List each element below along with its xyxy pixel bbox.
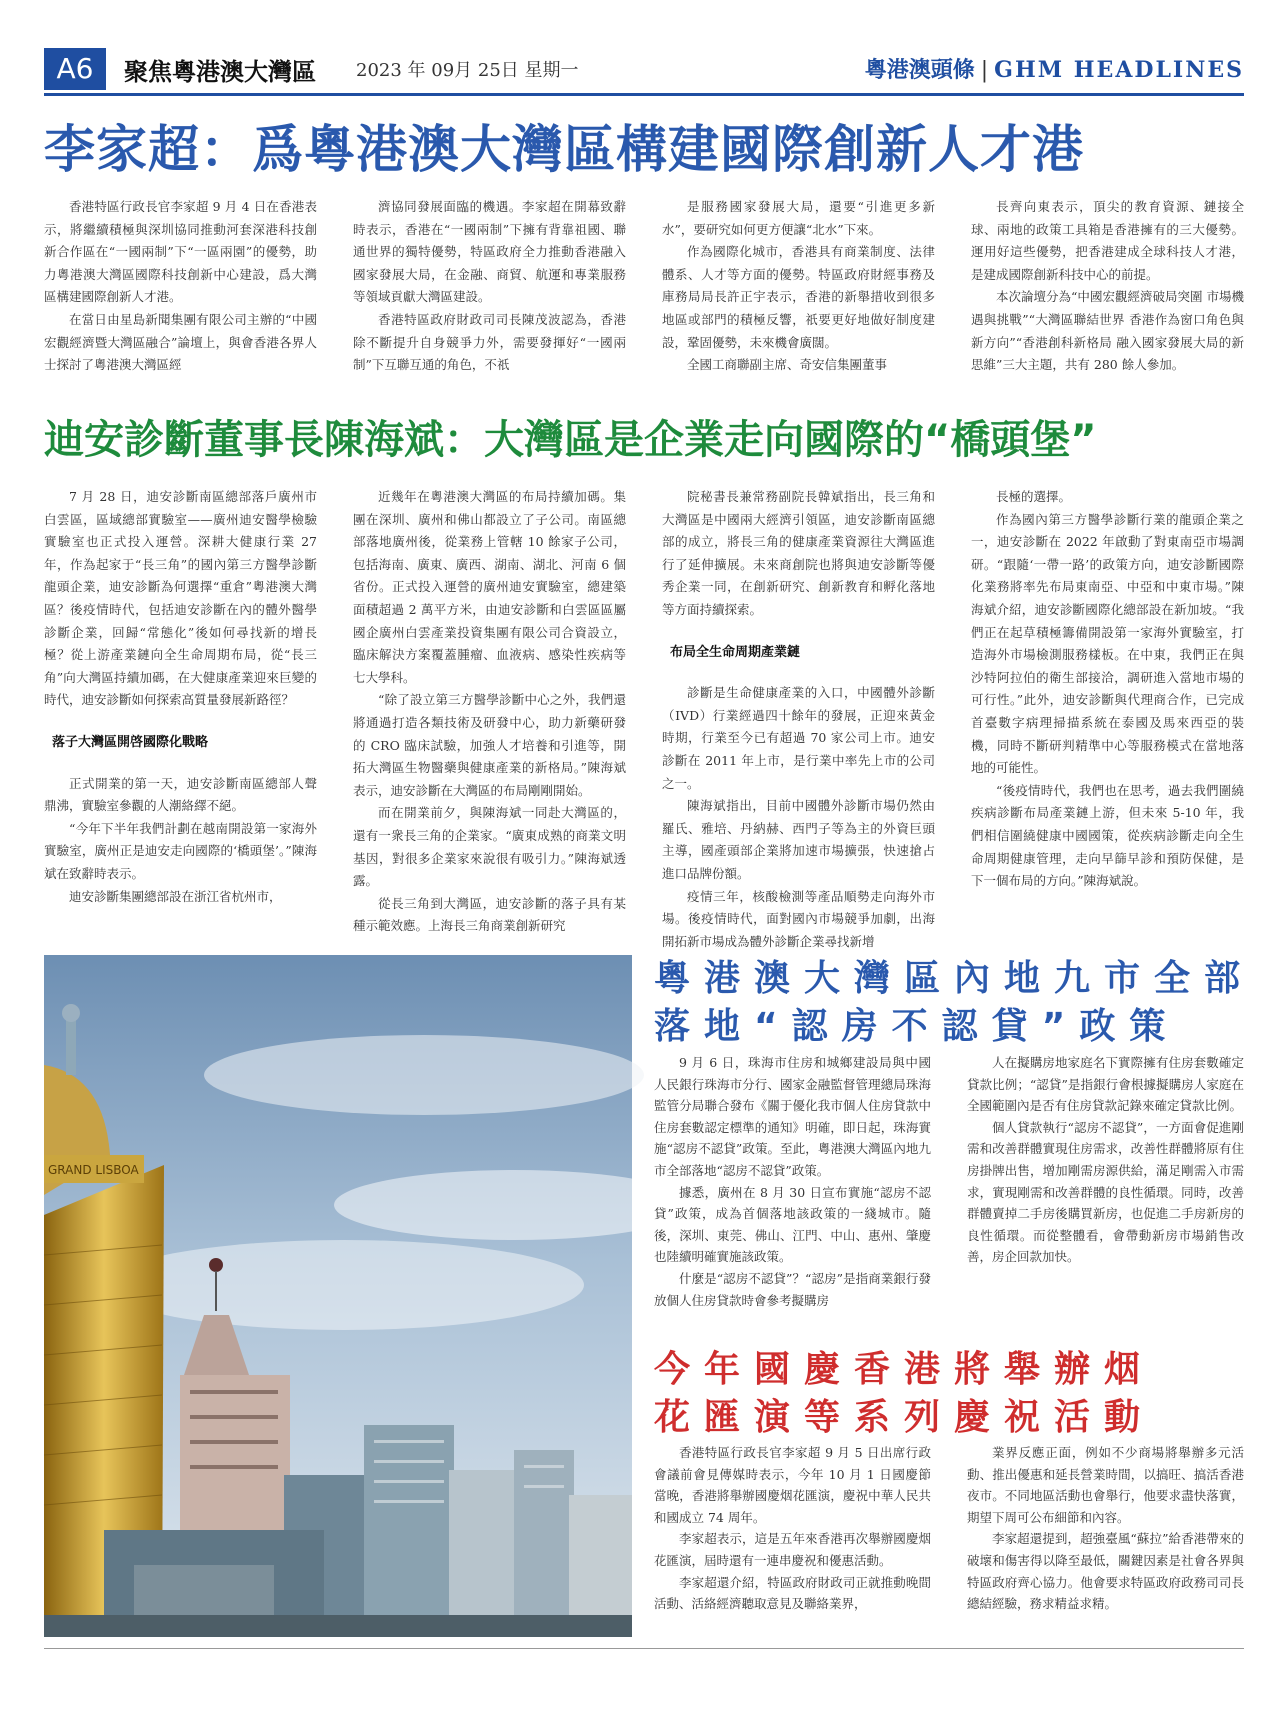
paragraph: 疫情三年，核酸檢測等產品順勢走向海外市場。後疫情時代，面對國內市場競爭加劇，出海開拓新市場成為體外診斷企業尋找新增	[662, 888, 935, 949]
paragraph: 香港特區政府財政司司長陳茂波認為，香港除不斷提升自身競爭力外，需要發揮好“一國兩制”下互聯互通的角色，不祇	[353, 311, 626, 373]
article1-col-3	[662, 196, 935, 392]
paragraph: 近幾年在粵港澳大灣區的布局持續加碼。集團在深圳、廣州和佛山都設立了子公司。南區總部落地廣州後，從業務上管轄 10 餘家子公司，包括海南、廣東、廣西、湖南、湖北、河南 6 個省份。正式投入運營的廣州迪安實驗室，總建築面積超過 2 萬平方米，由迪安診斷和白雲區區屬國企廣州白雲產業投資集團有限公司合資設立，臨床解決方案覆蓋腫瘤、血液病、感染性疾病等七大學科。	[353, 489, 626, 685]
article4-headline-line2: 花匯演等系列慶祝活動	[654, 1397, 1155, 1438]
paragraph: 正式開業的第一天，迪安診斷南區總部人聲鼎沸，實驗室參觀的人潮絡繹不絕。	[44, 775, 317, 814]
article3-col-2	[967, 1052, 1244, 1310]
paragraph: 全國工商聯副主席、奇安信集團董事	[687, 357, 888, 373]
article2-col-4	[971, 486, 1244, 938]
paragraph: 從長三角到大灣區，迪安診斷的落子具有某種示範效應。上海長三角商業創新研究	[353, 895, 626, 934]
article2-col3-bottom	[662, 682, 935, 953]
article2-col-1	[44, 486, 317, 938]
article3-col-1	[654, 1052, 931, 1310]
macau-skyline-photo	[44, 955, 632, 1637]
paragraph: “後疫情時代，我們也在思考，過去我們圍繞疾病診斷布局產業鏈上游，但未來 5-10 年，我們相信圍繞健康中國國策，從疾病診斷走向全生命周期健康管理，走向早篩早診和預防保健，是下一個布局的方向。”陳海斌說。	[971, 782, 1244, 889]
paragraph: 香港特區行政長官李家超 9 月 4 日在香港表示，將繼續積極與深圳協同推動河套深港科技創新合作區在“一國兩制”下“一區兩園”的優勢，助力粵港澳大灣區國際科技創新中心建設，爲大灣區構建國際創新人才港。	[44, 199, 317, 305]
paragraph: 什麼是“認房不認貸”？“認房”是指商業銀行發放個人住房貸款時會參考擬購房	[654, 1270, 931, 1308]
header-rule	[44, 93, 1244, 96]
issue-date: 2023 年 09月 25日 星期一	[356, 60, 579, 81]
article4-col-2	[967, 1442, 1244, 1636]
paragraph: “除了設立第三方醫學診斷中心之外，我們還將通過打造各類技術及研發中心，助力新藥研發的 CRO 臨床試驗，加強人才培養和引進等，開拓大灣區生物醫藥與健康產業的新格局。”陳海斌表示，迪安診斷在大灣區的布局剛剛開始。	[353, 692, 626, 798]
macau-skyline-illustration	[44, 955, 632, 1637]
article2-col-3	[662, 486, 935, 949]
brand-separator: |	[980, 58, 989, 83]
paragraph: 長齊向東表示，頂尖的教育資源、鏈接全球、兩地的政策工具箱是香港擁有的三大優勢。運用好這些優勢，把香港建成全球科技人才港，是建成國際創新科技中心的前提。	[971, 199, 1244, 282]
footer-rule	[44, 1648, 1244, 1649]
article2-col1-bottom	[44, 773, 317, 909]
article2-headline: 迪安診斷董事長陳海斌：大灣區是企業走向國際的“橋頭堡”	[44, 417, 1097, 463]
paragraph: 據悉，廣州在 8 月 30 日宣布實施“認房不認貸”政策，成為首個落地該政策的一綫城市。隨後，深圳、東莞、佛山、江門、中山、惠州、肇慶也陸續明確實施該政策。	[654, 1184, 931, 1265]
paragraph: 個人貸款執行“認房不認貸”，一方面會促進剛需和改善群體實現住房需求，改善性群體將原有住房掛牌出售，增加剛需房源供給，滿足剛需入市需求，實現剛需和改善群體的良性循環。同時，改善群體賣掉二手房後購買新房，也促進二手房新房的良性循環。而從整體看，會帶動新房市場銷售改善，房企回款加快。	[967, 1119, 1244, 1265]
paragraph: 業界反應正面，例如不少商場將舉辦多元活動、推出優惠和延長營業時間，以搞旺、搞活香港夜市。不同地區活動也會舉行，他要求盡快落實，期望下周可公布細節和內容。	[967, 1445, 1244, 1525]
article4-body	[654, 1442, 1244, 1636]
brand-en: GHM HEADLINES	[994, 57, 1244, 83]
article1-body	[44, 196, 1244, 392]
page-number-badge: A6	[44, 48, 106, 90]
paragraph: 診斷是生命健康產業的入口，中國體外診斷（IVD）行業經過四十餘年的發展，正迎來黃金時期，行業至今已有超過 70 家公司上市。迪安診斷在 2011 年上市，是行業中率先上市的公司之一。	[662, 685, 935, 791]
article3-headline-line1: 粵港澳大灣區內地九市全部	[654, 958, 1255, 999]
paragraph: 香港特區行政長官李家超 9 月 5 日出席行政會議前會見傳媒時表示，今年 10 月 1 日國慶節當晚，香港將舉辦國慶烟花匯演，慶祝中華人民共和國成立 74 周年。	[654, 1445, 931, 1525]
article2-subheading-1: 落子大灣區開啓國際化戰略	[52, 734, 209, 750]
paragraph: 迪安診斷集團總部設在浙江省杭州市，	[69, 888, 282, 904]
masthead-brand	[865, 53, 1244, 84]
paragraph: 濟協同發展面臨的機遇。李家超在開幕致辭時表示，香港在“一國兩制”下擁有背靠祖國、聯通世界的獨特優勢，特區政府全力推動香港融入國家發展大局，在金融、商貿、航運和專業服務等領域貢獻大灣區建設。	[353, 199, 626, 305]
section-title: 聚焦粵港澳大灣區	[124, 58, 316, 86]
paragraph: 李家超表示，這是五年來香港再次舉辦國慶烟花匯演，屆時還有一連串慶祝和優惠活動。	[654, 1531, 931, 1568]
article2-col3-top	[662, 486, 935, 622]
article4-col-1	[654, 1442, 931, 1636]
paragraph: 是服務國家發展大局，還要“引進更多新水”，要研究如何更方便讓“北水”下來。	[662, 199, 935, 237]
article2-col-2	[353, 486, 626, 938]
article1-headline: 李家超：爲粵港澳大灣區構建國際創新人才港	[44, 121, 1085, 180]
article4-headline-line1: 今年國慶香港將舉辦烟	[654, 1349, 1155, 1390]
paragraph: 7 月 28 日，迪安診斷南區總部落戶廣州市白雲區，區域總部實驗室——廣州迪安醫學檢驗實驗室也正式投入運營。深耕大健康行業 27 年，作為起家于“長三角”的國內第三方醫學診斷龍頭企業，迪安診斷為何選擇“重倉”粵港澳大灣區？後疫情時代，包括迪安診斷在內的體外醫學診斷企業，回歸“常態化”後如何尋找新的增長極？從上游產業鏈向全生命周期布局，從“長三角”向大灣區持續加碼，在大健康產業迎來巨變的時代，迪安診斷如何探索高質量發展新路徑？	[44, 489, 317, 708]
article2-subheading-2: 布局全生命周期產業鏈	[670, 644, 801, 660]
article3-headline	[654, 955, 1255, 1051]
paragraph: 李家超還介紹，特區政府財政司正就推動晚間活動、活絡經濟聽取意見及聯絡業界，	[654, 1574, 931, 1612]
paragraph: “今年下半年我們計劃在越南開設第一家海外實驗室，廣州正是迪安走向國際的‘橋頭堡’。”陳海斌在致辭時表示。	[44, 820, 317, 881]
paragraph: 李家超還提到，超強臺風“蘇拉”給香港帶來的破壞和傷害得以降至最低，關鍵因素是社會各界與特區政府齊心協力。他會要求特區政府政務司司長總結經驗，務求精益求精。	[967, 1531, 1244, 1612]
paragraph: 本次論壇分為“中國宏觀經濟破局突圍 市場機遇與挑戰”“大灣區聯結世界 香港作為窗口角色與新方向”“香港創科新格局 融入國家發展大局的新思維”三大主題，共有 280 餘人參加。	[971, 289, 1244, 373]
article3-headline-line2: 落地“認房不認貸”政策	[654, 1006, 1180, 1047]
paragraph: 在當日由星島新聞集團有限公司主辦的“中國宏觀經濟暨大灣區融合”論壇上，與會香港各界人士探討了粵港澳大灣區經	[44, 311, 317, 373]
paragraph: 作為國內第三方醫學診斷行業的龍頭企業之一，迪安診斷在 2022 年啟動了對東南亞市場調研。“跟隨‘一帶一路’的政策方向，迪安診斷國際化業務將率先布局東南亞、中亞和中東市場。”陳海斌介紹，迪安診斷國際化總部設在新加坡。“我們正在起草積極籌備開設第一家海外實驗室，打造海外市場檢測服務樣板。在中東，我們正在與沙特阿拉伯的衛生部接洽，調研進入當地市場的可行性。”此外，迪安診斷與代理商合作，已完成首臺數字病理掃描系統在泰國及馬來西亞的裝機，同時不斷研判精準中心等服務模式在當地落地的可能性。	[971, 511, 1244, 776]
paragraph: 院秘書長兼常務副院長韓斌指出，長三角和大灣區是中國兩大經濟引領區，迪安診斷南區總部的成立，將長三角的健康產業資源往大灣區進行了延伸擴展。未來商創院也將與迪安診斷等優秀企業一同，在創新研究、創新教育和孵化落地等方面持續探索。	[662, 489, 935, 617]
article2-col1-top	[44, 486, 317, 712]
paragraph: 陳海斌指出，目前中國體外診斷市場仍然由羅氏、雅培、丹納赫、西門子等為主的外資巨頭主導，國產頭部企業將加速市場擴張，快速搶占進口品牌份額。	[662, 798, 935, 881]
article3-body	[654, 1052, 1244, 1310]
article1-col-2	[353, 196, 626, 392]
brand-cn: 粵港澳頭條	[864, 57, 975, 83]
paragraph: 9 月 6 日，珠海市住房和城鄉建設局與中國人民銀行珠海市分行、國家金融監督管理總局珠海監管分局聯合發布《關于優化我市個人住房貸款中住房套數認定標準的通知》明確，即日起，珠海實施“認房不認貸”政策。至此，粵港澳大灣區內地九市全部落地“認房不認貸”政策。	[654, 1055, 931, 1178]
paragraph: 作為國際化城市，香港具有商業制度、法律體系、人才等方面的優勢。特區政府財經事務及庫務局局長許正宇表示，香港的新舉措收到很多地區或部門的積極反響，祇要更好地做好制度建設，鞏固優勢，未來機會廣闊。	[662, 244, 935, 350]
article2-body	[44, 486, 1244, 949]
article1-col-4	[971, 196, 1244, 392]
article1-col-1	[44, 196, 317, 392]
paragraph: 長極的選擇。	[996, 489, 1072, 504]
paragraph: 人在擬購房地家庭名下實際擁有住房套數確定貸款比例；“認貸”是指銀行會根據擬購房人家庭在全國範圍內是否有住房貸款記錄來確定貸款比例。	[967, 1055, 1244, 1114]
paragraph: 而在開業前夕，與陳海斌一同赴大灣區的，還有一衆長三角的企業家。“廣東成熟的商業文明基因，對很多企業家來說很有吸引力。”陳海斌透露。	[353, 805, 626, 889]
article4-headline	[654, 1346, 1244, 1442]
building-sign: GRAND LISBOA	[48, 1163, 139, 1177]
